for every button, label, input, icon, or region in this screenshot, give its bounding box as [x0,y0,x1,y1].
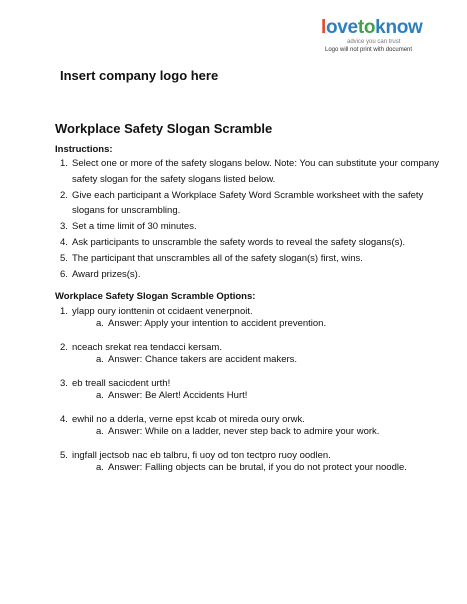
option-item [60,306,460,330]
scrambled-slogan: eb treall sacicdent urth! [72,378,171,389]
item-number: 3. [60,221,68,233]
scrambled-slogan: ewhil no a dderla, verne epst kcab ot mireda oury orwk. [72,414,305,425]
instruction-text: Award prizes(s). [72,268,141,280]
option-item [60,450,460,474]
item-number: 6. [60,268,68,280]
item-number: 4. [60,236,68,248]
instruction-item [60,219,455,235]
document-title: Workplace Safety Slogan Scramble [55,121,273,136]
instruction-text: Select one or more of the safety slogans below. Note: You can substitute your company safety slogan for the safety slogans listed below. [72,158,440,185]
instruction-text: Give each participant a Workplace Safety Word Scramble worksheet with the safety slogans for unscrambling. [72,189,424,217]
sub-item-letter: a. [96,426,104,437]
instructions-list [60,156,455,282]
answer-text: Answer: Be Alert! Accidents Hurt! [108,390,248,401]
company-logo-placeholder: Insert company logo here [60,68,219,83]
option-item [60,342,460,366]
sub-item-letter: a. [96,354,104,365]
answer-text: Answer: Falling objects can be brutal, if you do not protect your noodle. [108,462,407,473]
item-number: 2. [60,189,68,201]
answer-text: Answer: Apply your intention to accident prevention. [108,318,327,329]
brand-part: to [357,17,376,38]
instruction-text: Set a time limit of 30 minutes. [72,221,197,233]
item-number: 1. [60,158,68,169]
item-number: 5. [60,450,68,461]
instruction-item [60,188,455,220]
item-number: 1. [60,306,68,317]
item-number: 5. [60,252,68,264]
logo-print-note: Logo will not print with document [325,47,413,53]
item-number: 3. [60,378,68,389]
sub-item-letter: a. [96,318,104,329]
options-heading: Workplace Safety Slogan Scramble Options: [55,291,256,302]
sub-item-letter: a. [96,462,104,473]
instruction-item [60,156,455,188]
instruction-text: The participant that unscrambles all of the safety slogan(s) first, wins. [72,252,363,264]
scrambled-slogan: nceach srekat rea tendacci kersam. [72,342,222,353]
answer-text: Answer: While on a ladder, never step back to admire your work. [108,426,380,437]
brand-part: know [375,17,423,38]
item-number: 2. [60,342,68,353]
brand-name [321,18,451,38]
brand-part: l [321,17,326,38]
instruction-item [60,267,455,283]
option-item [60,414,460,438]
instruction-text: Ask participants to unscramble the safety words to reveal the safety slogans(s). [72,236,406,248]
sub-item-letter: a. [96,390,104,401]
instruction-item [60,235,455,251]
lovetoknow-logo [321,18,451,54]
scrambled-slogan: ylapp oury ionttenin ot ccidaent venerpnoit. [72,306,253,317]
instructions-heading: Instructions: [55,144,113,155]
scrambled-slogan: ingfall jectsob nac eb talbru, fi uoy od ton tectpro ruoy oodlen. [72,450,331,461]
brand-part: ove [325,17,358,38]
item-number: 4. [60,414,68,425]
option-item [60,378,460,402]
options-list [60,306,460,486]
instruction-item [60,251,455,267]
answer-text: Answer: Chance takers are accident makers. [108,354,298,365]
brand-tagline: advice you can trust [347,39,401,45]
